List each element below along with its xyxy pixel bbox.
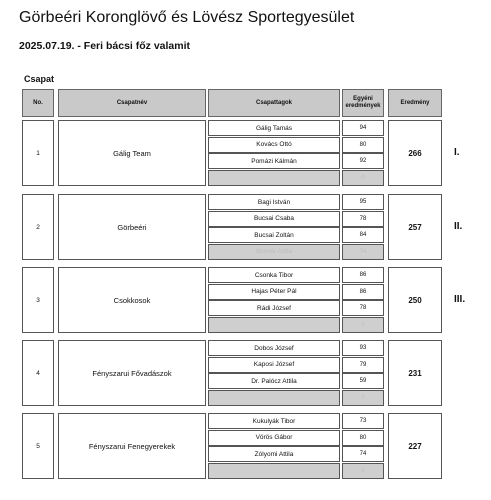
member-score: 78 xyxy=(342,300,384,316)
team-row xyxy=(22,340,442,406)
member-name: Zólyomi Attila xyxy=(208,446,340,462)
member-score: 84 xyxy=(342,227,384,243)
member-score: 0 xyxy=(342,170,384,186)
team-row xyxy=(22,194,442,260)
section-label: Csapat xyxy=(24,74,55,84)
member-score: 73 xyxy=(342,413,384,429)
team-name: Csokkosok xyxy=(58,267,206,333)
header-team: Csapatnév xyxy=(58,89,206,117)
member-score: 80 xyxy=(342,430,384,446)
member-score: 79 xyxy=(342,357,384,373)
team-place: II. xyxy=(454,221,463,232)
member-score: 0 xyxy=(342,317,384,333)
member-score: 94 xyxy=(342,120,384,136)
header-individual: Egyéni eredmények xyxy=(342,89,384,117)
team-total: 257 xyxy=(388,194,442,260)
member-name: Vörös Gábor xyxy=(208,430,340,446)
member-score: 59 xyxy=(342,373,384,389)
header-result: Eredmény xyxy=(388,89,442,117)
member-score: 86 xyxy=(342,284,384,300)
team-total: 266 xyxy=(388,120,442,186)
member-name: Bucsai Zoltán xyxy=(208,227,340,243)
member-score: 74 xyxy=(342,446,384,462)
member-name xyxy=(208,463,340,479)
team-name: Gálig Team xyxy=(58,120,206,186)
team-row xyxy=(22,413,442,479)
member-name: Pomázi Kálmán xyxy=(208,153,340,169)
member-score: 74 xyxy=(342,244,384,260)
member-name: Bucsai Csaba xyxy=(208,211,340,227)
member-score: 78 xyxy=(342,211,384,227)
member-name: Kukulyák Tibor xyxy=(208,413,340,429)
member-name: Rádi József xyxy=(208,300,340,316)
member-score: 0 xyxy=(342,463,384,479)
member-name xyxy=(208,170,340,186)
header-members: Csapattagok xyxy=(208,89,340,117)
member-score: 86 xyxy=(342,267,384,283)
member-name: Hajas Péter Pál xyxy=(208,284,340,300)
team-total: 227 xyxy=(388,413,442,479)
document-subtitle: 2025.07.19. - Feri bácsi főz valamit xyxy=(19,40,191,52)
team-number: 4 xyxy=(22,340,54,406)
team-place: III. xyxy=(454,294,466,305)
member-name xyxy=(208,390,340,406)
member-name: Bagi István xyxy=(208,194,340,210)
member-name xyxy=(208,317,340,333)
team-name: Görbeéri xyxy=(58,194,206,260)
team-number: 2 xyxy=(22,194,54,260)
document-title: Görbeéri Koronglövő és Lövész Sportegyesület xyxy=(19,9,355,26)
member-name: Molnár Attila xyxy=(208,244,340,260)
member-name: Dr. Palócz Attila xyxy=(208,373,340,389)
team-number: 5 xyxy=(22,413,54,479)
team-number: 3 xyxy=(22,267,54,333)
member-score: 95 xyxy=(342,194,384,210)
team-row xyxy=(22,267,442,333)
member-score: 80 xyxy=(342,137,384,153)
member-score: 0 xyxy=(342,390,384,406)
member-name: Kaposi József xyxy=(208,357,340,373)
member-score: 93 xyxy=(342,340,384,356)
team-place: I. xyxy=(454,147,460,158)
team-total: 231 xyxy=(388,340,442,406)
team-name: Fényszarui Fenegyerekek xyxy=(58,413,206,479)
member-name: Gálig Tamás xyxy=(208,120,340,136)
team-number: 1 xyxy=(22,120,54,186)
team-row xyxy=(22,120,442,186)
team-total: 250 xyxy=(388,267,442,333)
team-name: Fényszarui Fővadászok xyxy=(58,340,206,406)
header-no: No. xyxy=(22,89,54,117)
member-name: Csonka Tibor xyxy=(208,267,340,283)
member-name: Dobos József xyxy=(208,340,340,356)
member-name: Kovács Ottó xyxy=(208,137,340,153)
member-score: 92 xyxy=(342,153,384,169)
